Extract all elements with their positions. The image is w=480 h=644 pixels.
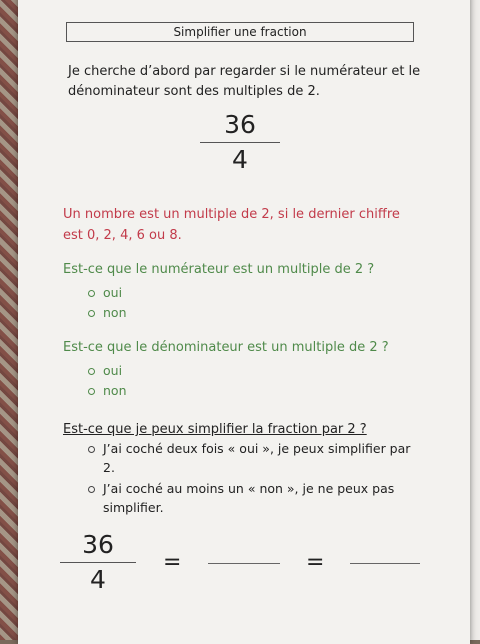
intro-text: Je cherche d’abord par regarder si le numérateur et le dénominateur sont des multiples de 2. [68, 64, 421, 99]
worksheet-page [18, 0, 470, 644]
multiple-rule-text: Un nombre est un multiple de 2, si le dernier chiffre est 0, 2, 4, 6 ou 8. [63, 207, 400, 243]
denominator-option-non[interactable] [88, 381, 127, 401]
option-label: oui [103, 363, 123, 378]
worksheet-title: Simplifier une fraction [66, 22, 414, 42]
equals-sign: = [163, 550, 182, 575]
denominator-option-oui[interactable] [88, 361, 127, 381]
denominator-options [88, 361, 127, 401]
simplify-question: Est-ce que je peux simplifier la fraction par 2 ? [63, 422, 367, 437]
radio-circle-icon[interactable] [88, 310, 95, 317]
answer-blank-2[interactable] [350, 563, 420, 564]
fraction-denominator: 4 [232, 145, 248, 174]
fraction-display [200, 110, 280, 175]
answer-blank-1[interactable] [208, 563, 280, 564]
radio-circle-icon[interactable] [88, 290, 95, 297]
option-label: J’ai coché deux fois « oui », je peux simplifier par 2. [103, 441, 411, 475]
numerator-options [88, 283, 127, 323]
simplify-option-no[interactable] [88, 479, 423, 517]
fraction-bar [60, 562, 136, 563]
option-label: oui [103, 285, 123, 300]
radio-circle-icon[interactable] [88, 446, 95, 453]
numerator-question: Est-ce que le numérateur est un multiple de 2 ? [63, 262, 375, 277]
radio-circle-icon[interactable] [88, 368, 95, 375]
simplify-options [88, 439, 423, 519]
denominator-question: Est-ce que le dénominateur est un multiple de 2 ? [63, 340, 389, 355]
simplify-option-yes[interactable] [88, 439, 423, 477]
option-label: J’ai coché au moins un « non », je ne peux pas simplifier. [103, 481, 395, 515]
equation-fraction [60, 530, 136, 595]
fraction-denominator: 4 [90, 565, 106, 594]
equals-sign: = [306, 550, 325, 575]
fraction-bar [200, 142, 280, 143]
numerator-option-oui[interactable] [88, 283, 127, 303]
fraction-numerator: 36 [82, 530, 114, 559]
option-label: non [103, 305, 127, 320]
radio-circle-icon[interactable] [88, 388, 95, 395]
fraction-numerator: 36 [224, 110, 256, 139]
numerator-option-non[interactable] [88, 303, 127, 323]
radio-circle-icon[interactable] [88, 486, 95, 493]
option-label: non [103, 383, 127, 398]
